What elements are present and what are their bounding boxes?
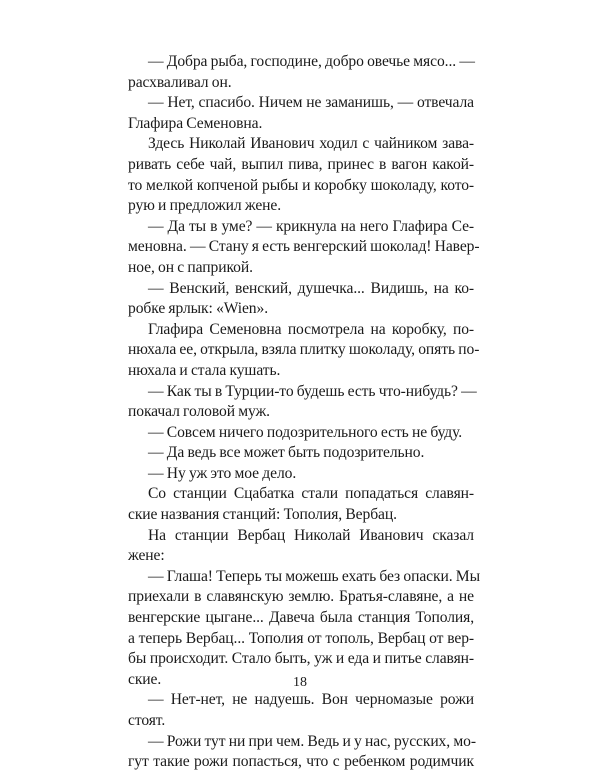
text-line: робке ярлык: «Wien». [128,300,269,318]
text-line: гут такие рожи попасться, что с ребенком родимчик [128,753,474,771]
text-line: а теперь Вербац... Тополия от тополь, Вербац от вер- [128,629,474,647]
text-line: На станции Вербац Николай Иванович сказал [148,526,474,544]
text-line: нюхала ее, открыла, взяла плитку шоколаду, опять по- [128,341,480,359]
text-line: — Добра рыба, господине, добро овечье мясо... — [148,53,475,70]
text-line: — Да ты в уме? — крикнула на него Глафира Се- [148,217,474,235]
text-line: ное, он с паприкой. [128,258,253,276]
text-line: жене: [128,547,165,565]
text-line: покачал головой муж. [128,403,270,421]
text-line: расхваливал он. [128,73,232,91]
page-number: 18 [293,675,307,690]
text-line: бы происходит. Стало быть, уж и еда и питье славян- [128,650,474,668]
text-line: Глафира Семеновна. [128,114,263,132]
text-line: — Ну уж это мое дело. [148,464,297,482]
text-line: венгерские цыгане... Давеча была станция Тополия, [128,609,474,627]
text-line: — Нет, спасибо. Ничем не заманишь, — отвечала [148,94,474,112]
text-line: — Да ведь все может быть подозрительно. [148,444,425,462]
text-line: Со станции Сцабатка стали попадаться славян- [148,485,474,503]
body-text [128,52,480,773]
text-line: Глафира Семеновна посмотрела на коробку, по- [148,320,474,338]
text-line: ривать себе чай, выпил пива, принес в вагон какой- [128,155,474,173]
text-line: то мелкой копченой рыбы и коробку шоколаду, кото- [128,176,474,194]
text-line: — Нет-нет, не надуешь. Вон черномазые рожи [148,691,474,709]
text-line: — Совсем ничего подозрительного есть не буду. [148,423,463,441]
text-line: — Рожи тут ни при чем. Ведь и у нас, русских, мо- [148,732,476,750]
text-line: приехали в славянскую землю. Братья-славяне, а не [128,588,474,606]
text-line: меновна. — Стану я есть венгерский шоколад! Навер- [128,238,480,256]
text-line: ские названия станций: Тополия, Вербац. [128,506,397,524]
text-line: — Венский, венский, душечка... Видишь, на ко- [148,279,474,297]
text-line: стоят. [128,712,166,729]
text-line: ские. [128,670,162,688]
text-line: нюхала и стала кушать. [128,361,281,379]
text-line: Здесь Николай Иванович ходил с чайником зава- [148,135,474,153]
text-line: рую и предложил жене. [128,197,282,215]
text-line: — Глаша! Теперь ты можешь ехать без опаски. Мы [148,567,480,585]
text-line: — Как ты в Турции-то будешь есть что-нибудь? — [148,382,477,400]
